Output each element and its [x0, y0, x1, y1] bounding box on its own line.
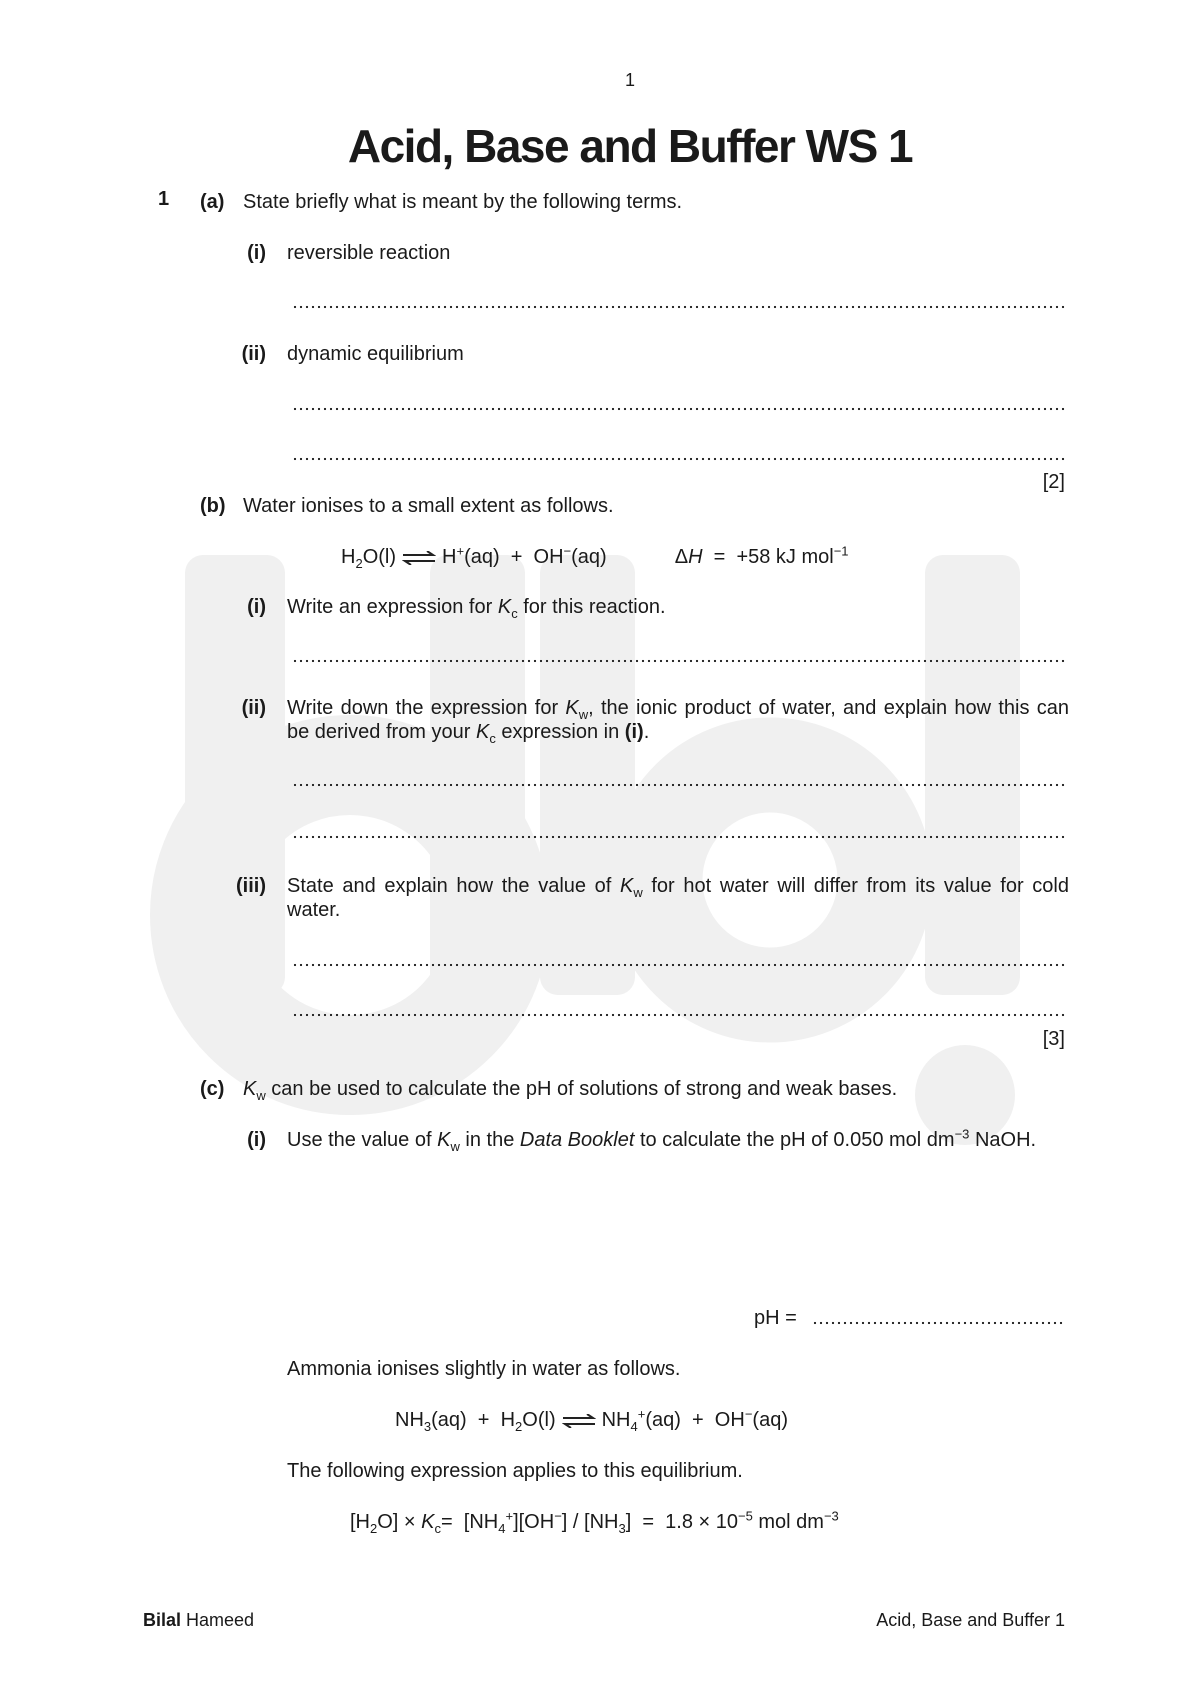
page-title: Acid, Base and Buffer WS 1	[347, 120, 913, 172]
marks-b: [3]	[1042, 1028, 1065, 1050]
answer-line[interactable]	[292, 305, 1065, 309]
footer-author: Bilal Hameed	[143, 1610, 255, 1630]
part-b-iii-text: State and explain how the value of $K_w$ for hot water will differ from its value for cold water.	[287, 875, 1069, 921]
water-ionisation-equation: $H_2O(l) H^+(aq) + OH^-(aq) \Delta H = +58$ kJ mol$^{-1}$	[341, 543, 849, 571]
part-a-i-label: (i)	[247, 242, 266, 264]
equilibrium-arrows-icon	[402, 551, 436, 565]
footer-title: Acid, Base and Buffer 1	[876, 1610, 1065, 1630]
part-c-text: $K_w$ can be used to calculate the pH of solutions of strong and weak bases.	[243, 1078, 898, 1103]
ph-answer-line[interactable]	[812, 1321, 1065, 1325]
equilibrium-arrows-icon	[562, 1414, 596, 1428]
part-b-i-text: Write an expression for $K_c$ for this reaction.	[287, 596, 666, 621]
answer-line[interactable]	[292, 783, 1065, 787]
part-b-label: (b)	[200, 495, 226, 517]
marks-a: [2]	[1042, 471, 1065, 493]
part-c-i-label: (i)	[247, 1129, 266, 1151]
part-a-text: State briefly what is meant by the following terms.	[243, 191, 683, 213]
part-c-i-text: Use the value of $K_w$ in the Data Booklet to calculate the pH of 0.050 mol $dm^{-3}$ NaOH.	[287, 1126, 1037, 1154]
answer-line[interactable]	[292, 457, 1065, 461]
ph-label: pH =	[754, 1307, 797, 1329]
part-b-i-label: (i)	[247, 596, 266, 618]
kb-expression: $[H_2O] \times K_c= [NH_4^+][OH^-] / [NH_3] = 1.8 \times 10^{-5}$ mol $dm^{-3}$	[350, 1508, 839, 1536]
answer-line[interactable]	[292, 963, 1065, 967]
part-a-ii-text: dynamic equilibrium	[287, 343, 464, 365]
ammonia-equation: $NH_3(aq) + H_2O(l) NH_4^+(aq) + OH^-(aq)$	[395, 1406, 788, 1434]
part-a-label: (a)	[200, 191, 225, 213]
part-b-iii-label: (iii)	[236, 875, 266, 897]
part-a-ii-label: (ii)	[241, 343, 266, 365]
ammonia-text: Ammonia ionises slightly in water as follows.	[287, 1358, 681, 1380]
part-a-i-text: reversible reaction	[287, 242, 451, 264]
part-c-label: (c)	[200, 1078, 225, 1100]
answer-line[interactable]	[292, 407, 1065, 411]
page-number: 1	[624, 70, 635, 90]
answer-line[interactable]	[292, 1013, 1065, 1017]
question-number: 1	[158, 188, 170, 210]
answer-line[interactable]	[292, 835, 1065, 839]
expression-text: The following expression applies to this equilibrium.	[287, 1460, 743, 1482]
part-b-ii-label: (ii)	[241, 697, 266, 719]
part-b-text: Water ionises to a small extent as follows.	[243, 495, 614, 517]
part-b-ii-text: Write down the expression for $K_w$, the ionic product of water, and explain how this can be derived from your $K_c$ expression in (i).	[287, 697, 1069, 746]
answer-line[interactable]	[292, 659, 1065, 663]
